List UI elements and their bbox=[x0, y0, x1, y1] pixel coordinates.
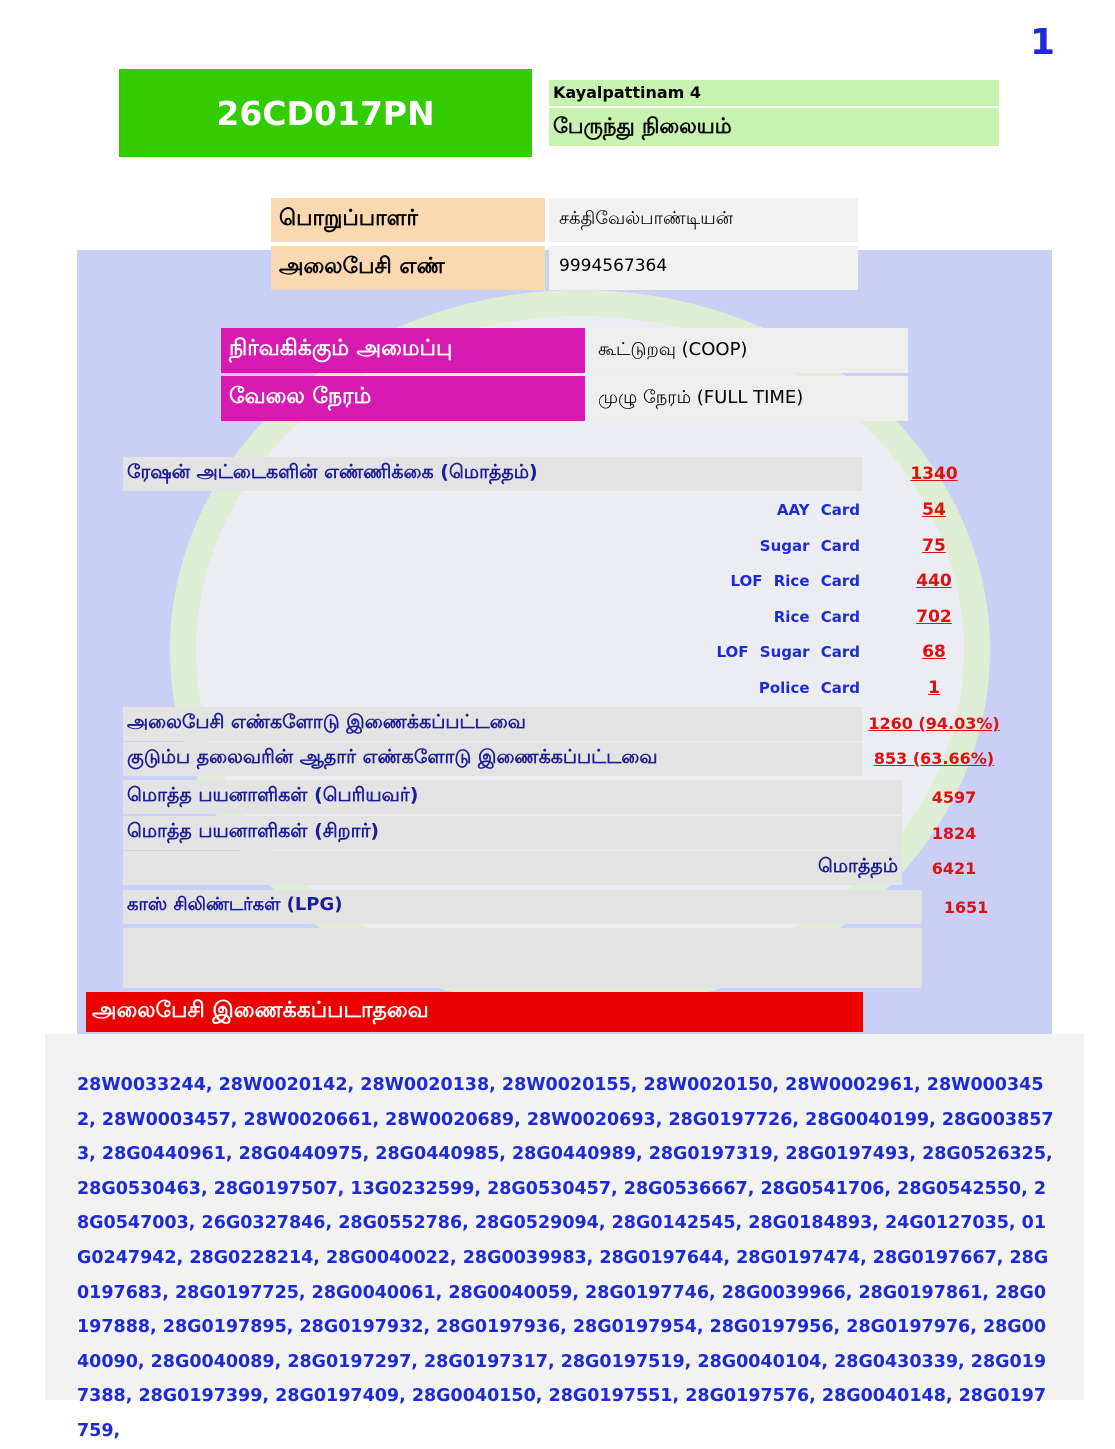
card-label-aay: AAY Card bbox=[776, 501, 860, 519]
shop-code: 26CD017PN bbox=[216, 93, 435, 133]
location-tamil: பேருந்து நிலையம் bbox=[549, 108, 999, 146]
management-value: கூட்டுறவு (COOP) bbox=[590, 328, 908, 373]
card-value-rice: 702 bbox=[916, 607, 952, 627]
page-number: 1 bbox=[1029, 22, 1055, 63]
mobile-linked-value: 1260 (94.03%) bbox=[868, 714, 1000, 733]
hours-value: முழு நேரம் (FULL TIME) bbox=[590, 376, 908, 421]
phone-value: 9994567364 bbox=[549, 246, 858, 290]
hours-label: வேலை நேரம் bbox=[221, 376, 585, 421]
card-value-police: 1 bbox=[928, 678, 940, 698]
lpg-value: 1651 bbox=[943, 898, 989, 917]
card-value-sugar: 75 bbox=[922, 536, 946, 556]
aadhaar-linked-label: குடும்ப தலைவரின் ஆதார் எண்களோடு இணைக்கப்பட்டவை bbox=[123, 742, 862, 776]
empty-row bbox=[123, 928, 922, 988]
lpg-label: காஸ் சிலிண்டர்கள் (LPG) bbox=[123, 890, 922, 924]
cards-total-label: ரேஷன் அட்டைகளின் எண்ணிக்கை (மொத்தம்) bbox=[123, 457, 862, 491]
mobile-linked-label: அலைபேசி எண்களோடு இணைக்கப்பட்டவை bbox=[123, 707, 862, 741]
shop-code-banner bbox=[119, 69, 532, 157]
unlinked-card-list: 28W0033244, 28W0020142, 28W0020138, 28W0020155, 28W0020150, 28W0002961, 28W0003452, 28W0003457, 28W0020661, 28W0020689, 28W0020693, 28G0197726, 28G0040199, 28G0038573, 28G0440961, 28G0440975, 28G0440985, 28G0440989, 28G0197319, 28G0197493, 28G0526325, 28G0530463, 28G0197507, 13G0232599, 28G0530457, 28G0536667, 28G0541706, 28G0542550, 28G0547003, 26G0327846, 28G0552786, 28G0529094, 28G0142545, 28G0184893, 24G0127035, 01G0247942, 28G0228214, 28G0040022, 28G0039983, 28G0197644, 28G0197474, 28G0197667, 28G0197683, 28G0197725, 28G0040061, 28G0040059, 28G0197746, 28G0039966, 28G0197861, 28G0197888, 28G0197895, 28G0197932, 28G0197936, 28G0197954, 28G0197956, 28G0197976, 28G0040090, 28G0040089, 28G0197297, 28G0197317, 28G0197519, 28G0040104, 28G0430339, 28G0197388, 28G0197399, 28G0197409, 28G0040150, 28G0197551, 28G0197576, 28G0040148, 28G0197759, bbox=[77, 1075, 1054, 1441]
card-value-lof-rice: 440 bbox=[916, 571, 952, 591]
cards-total-value: 1340 bbox=[910, 464, 958, 484]
beneficiaries-total-value: 6421 bbox=[931, 859, 977, 878]
adults-value: 4597 bbox=[931, 788, 977, 807]
card-label-police: Police Card bbox=[758, 679, 860, 697]
card-label-sugar: Sugar Card bbox=[759, 537, 860, 555]
phone-label: அலைபேசி எண் bbox=[271, 246, 545, 290]
aadhaar-linked-value: 853 (63.66%) bbox=[873, 749, 995, 768]
management-label: நிர்வகிக்கும் அமைப்பு bbox=[221, 328, 585, 373]
beneficiaries-total-label: மொத்தம் bbox=[123, 851, 902, 885]
location-name: Kayalpattinam 4 bbox=[549, 80, 999, 106]
card-value-aay: 54 bbox=[922, 500, 946, 520]
card-label-lof-rice: LOF Rice Card bbox=[730, 572, 860, 590]
incharge-value: சக்திவேல்பாண்டியன் bbox=[549, 198, 858, 242]
children-label: மொத்த பயனாளிகள் (சிறார்) bbox=[123, 816, 902, 850]
card-label-lof-sugar: LOF Sugar Card bbox=[716, 643, 860, 661]
children-value: 1824 bbox=[931, 824, 977, 843]
unlinked-header: அலைபேசி இணைக்கப்படாதவை bbox=[86, 992, 863, 1032]
incharge-label: பொறுப்பாளர் bbox=[271, 198, 545, 242]
card-value-lof-sugar: 68 bbox=[922, 642, 946, 662]
adults-label: மொத்த பயனாளிகள் (பெரியவர்) bbox=[123, 780, 902, 814]
card-label-rice: Rice Card bbox=[773, 608, 860, 626]
